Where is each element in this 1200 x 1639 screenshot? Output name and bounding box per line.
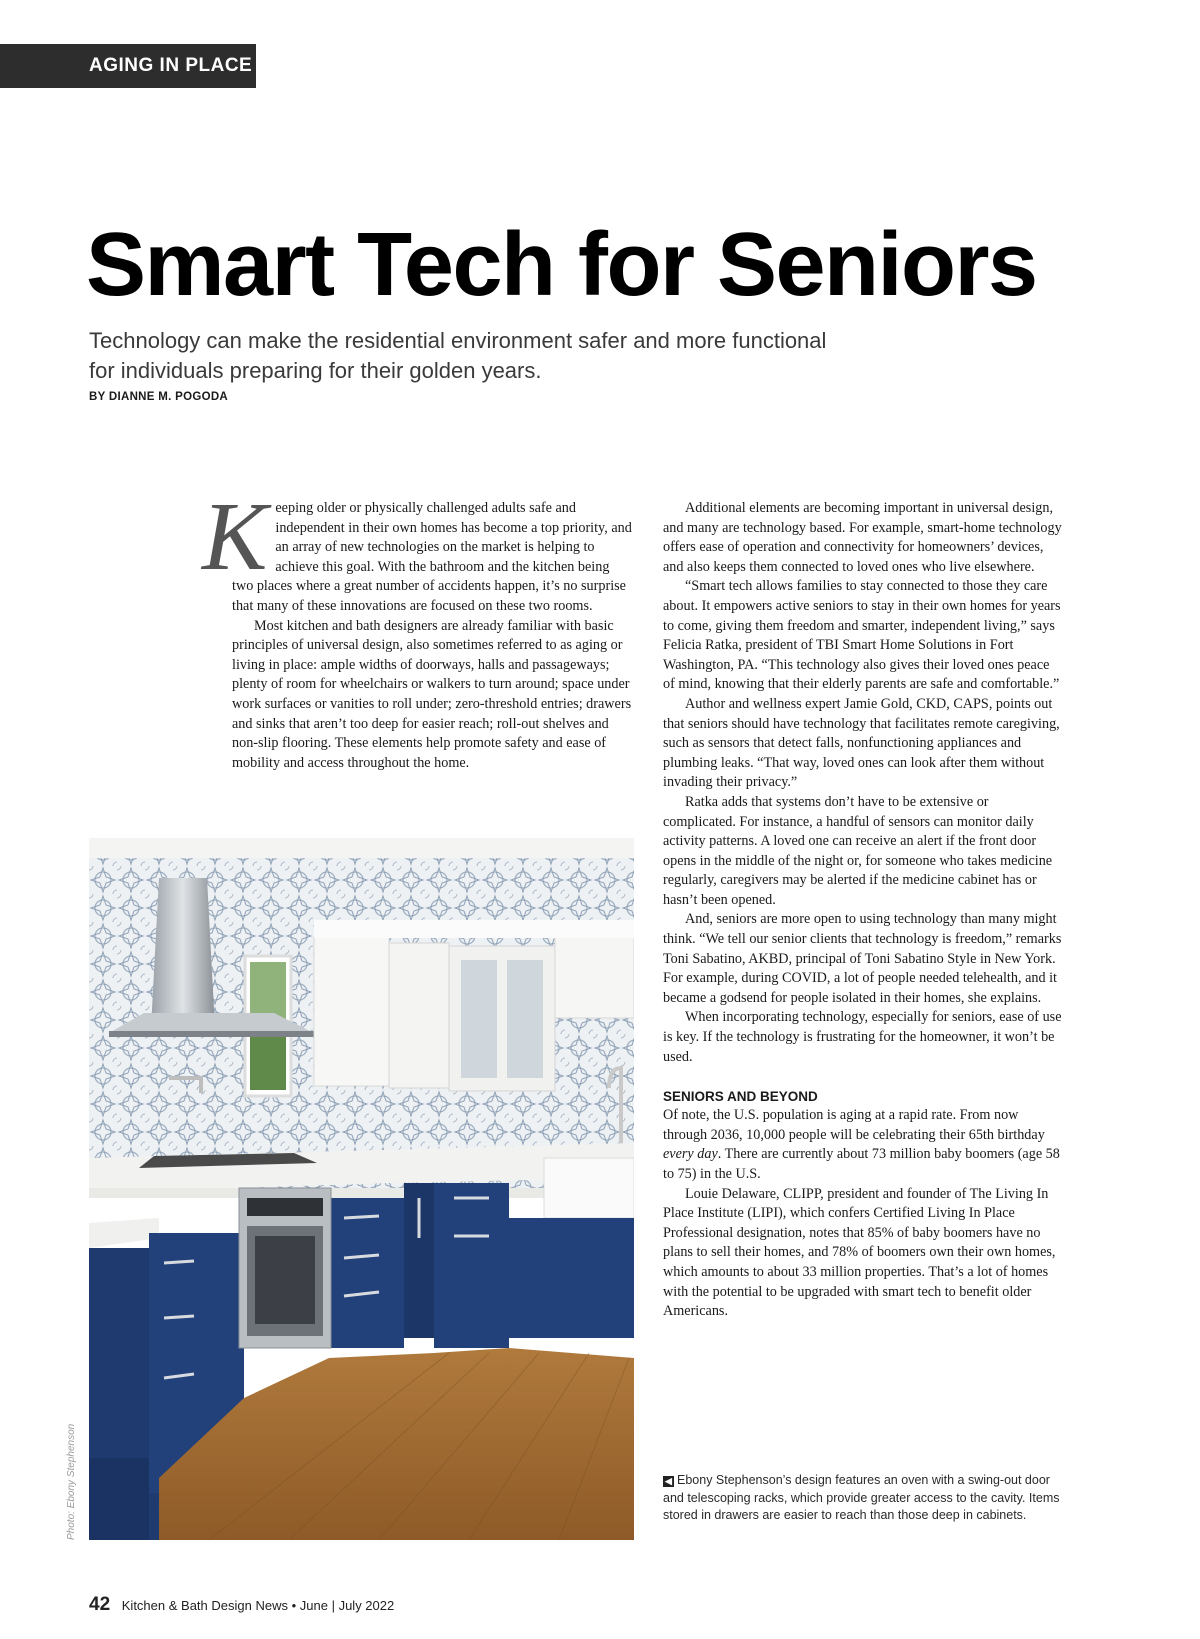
section-tab: AGING IN PLACE	[0, 44, 256, 88]
deck-line: for individuals preparing for their golden years.	[89, 358, 542, 383]
body-paragraph: Of note, the U.S. population is aging at a rapid rate. From now through 2036, 10,000 people will be celebrating their 65th birthday every day. There are currently about 73 million baby boomers (age 58 to 75) in the U.S.	[663, 1107, 1060, 1182]
left-column	[202, 483, 632, 773]
body-paragraph: “Smart tech allows families to stay connected to those they care about. It empowers active seniors to stay in their own homes for years to come, giving them freedom and smarter, independent living,” says Felicia Ratka, president of TBI Smart Home Solutions in Fort Washington, PA. “This technology also gives their loved ones peace of mind, knowing that their elderly parents are safe and comfortable.”	[663, 578, 1061, 693]
byline: BY DIANNE M. POGODA	[89, 391, 229, 403]
footer-separator: •	[291, 1598, 297, 1613]
right-column	[663, 499, 1063, 1322]
drop-cap: K	[202, 483, 268, 591]
page-number: 42	[89, 1594, 111, 1615]
body-paragraph: When incorporating technology, especially for seniors, ease of use is key. If the technology is frustrating for the homeowner, it won’t be used.	[663, 1009, 1062, 1065]
body-paragraph: And, seniors are more open to using technology than many might think. “We tell our senior clients that technology is freedom,” remarks Toni Sabatino, AKBD, principal of Toni Sabatino Style in New York. For example, during COVID, a lot of people needed telehealth, and it became a godsend for people isolated in their homes, she explains.	[663, 911, 1062, 1006]
page-footer	[89, 1594, 394, 1616]
photo-credit: Photo: Ebony Stephenson	[66, 1423, 77, 1540]
photo-caption	[663, 1472, 1063, 1525]
opening-text: eeping older or physically challenged adults safe and independent in their own homes has become a top priority, and an array of new technologies on the market is helping to achieve this goal. With the bathroom and the kitchen being two places where a great number of accidents happen, it’s no surprise that many of these innovations are focused on these two rooms.	[232, 500, 632, 614]
caption-text: Ebony Stephenson’s design features an oven with a swing-out door and telescoping racks, which provide greater access to the cavity. Items stored in drawers are easier to reach than those deep in cabinets.	[663, 1473, 1060, 1522]
issue-date: June | July 2022	[299, 1598, 395, 1613]
body-paragraph: Louie Delaware, CLIPP, president and founder of The Living In Place Institute (LIPI), which confers Certified Living In Place Professional designation, notes that 85% of baby boomers have no plans to sell their homes, and 78% of boomers own their own homes, which amounts to about 33 million properties. That’s a lot of homes with the potential to be upgraded with smart tech to benefit older Americans.	[663, 1185, 1056, 1320]
opening-paragraph	[202, 483, 632, 617]
caption-pointer-icon: ◀	[663, 1476, 674, 1487]
headline: Smart Tech for Seniors	[86, 215, 1037, 315]
subhead: SENIORS AND BEYOND	[663, 1089, 818, 1105]
kitchen-photo	[89, 838, 634, 1540]
body-paragraph: Additional elements are becoming important in universal design, and many are technology based. For example, smart-home technology offers ease of operation and connectivity for homeowners’ devices, and also keeps them connected to loved ones who live elsewhere.	[663, 500, 1062, 575]
deck	[89, 326, 879, 386]
body-paragraph: Ratka adds that systems don’t have to be extensive or complicated. For instance, a handful of sensors can monitor daily activity patterns. A loved one can receive an alert if the front door opens in the middle of the night or, for someone who takes medicine regularly, caregivers may be alerted if the medicine cabinet has or hasn’t been opened.	[663, 793, 1053, 908]
body-paragraph: Most kitchen and bath designers are already familiar with basic principles of universal design, also sometimes referred to as aging or living in place: ample widths of doorways, halls and passageways; plenty of room for wheelchairs or walkers to turn around; space under work surfaces or vanities to roll under; zero-threshold entries; drawers and sinks that aren’t too deep for easier reach; roll-out shelves and non-slip flooring. These elements help promote safety and ease of mobility and access throughout the home.	[232, 617, 632, 771]
publication-name: Kitchen & Bath Design News	[121, 1598, 288, 1613]
body-paragraph: Author and wellness expert Jamie Gold, CKD, CAPS, points out that seniors should have technology that facilitates remote caregiving, such as sensors that detect falls, nonfunctioning appliances and plumbing leaks. “That way, loved ones can look after them without invading their privacy.”	[663, 695, 1060, 791]
deck-line: Technology can make the residential environment safer and more functional	[89, 328, 827, 353]
